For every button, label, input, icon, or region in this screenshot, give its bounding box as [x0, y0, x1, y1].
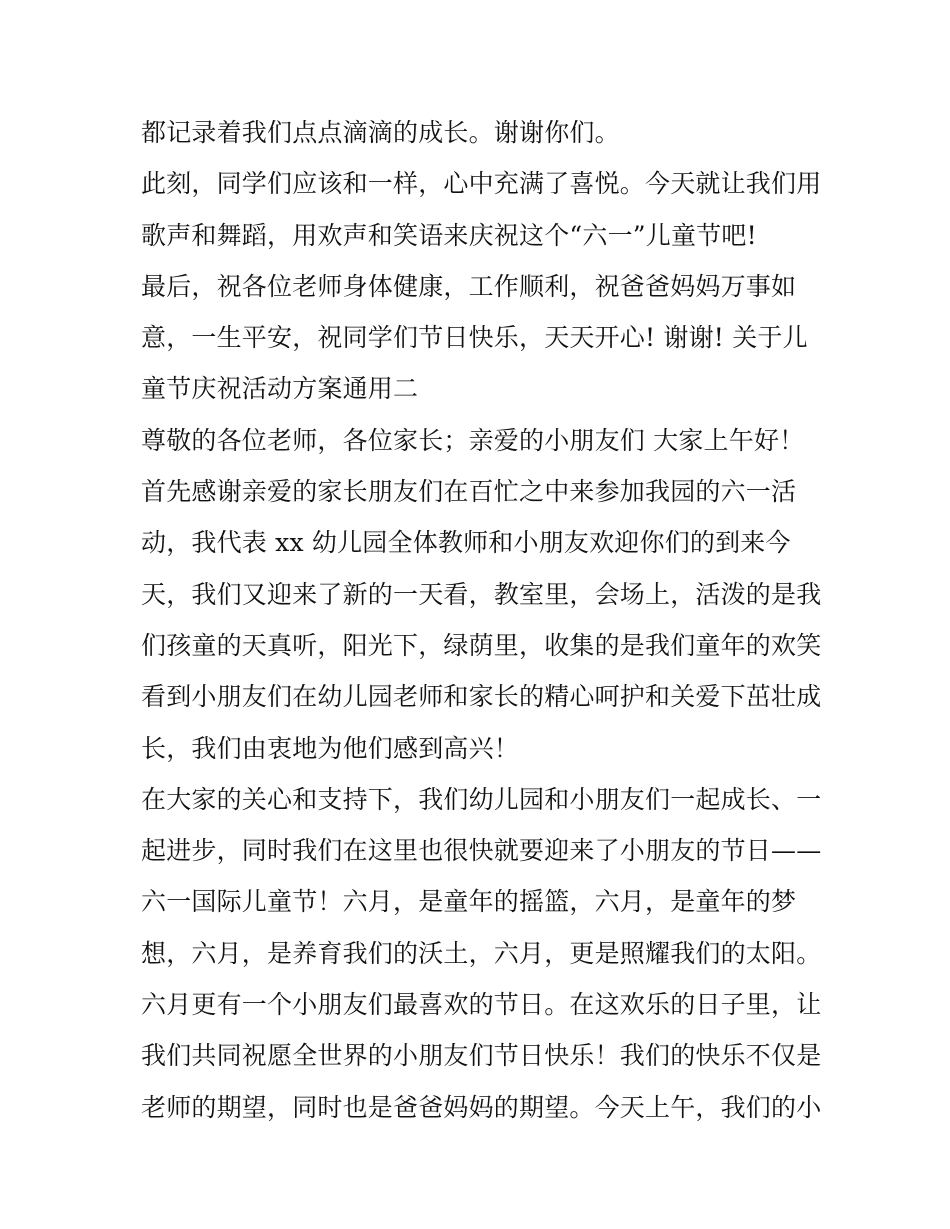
text-line: 歌声和舞蹈，用欢声和笑语来庆祝这个“六一”儿童节吧!	[141, 220, 757, 250]
text-line: 六月更有一个小朋友们最喜欢的节日。在这欢乐的日子里，让	[141, 990, 822, 1020]
text-line: 童节庆祝活动方案通用二	[141, 374, 419, 404]
text-line: 老师的期望，同时也是爸爸妈妈的期望。今天上午，我们的小	[141, 1092, 822, 1122]
text-line: 六一国际儿童节！六月，是童年的摇篮，六月，是童年的梦	[141, 887, 797, 917]
text-line: 们孩童的天真听，阳光下，绿荫里，收集的是我们童年的欢笑	[141, 630, 822, 660]
text-line: 动，我代表 xx 幼儿园全体教师和小朋友欢迎你们的到来今	[141, 528, 791, 558]
text-line: 首先感谢亲爱的家长朋友们在百忙之中来参加我园的六一活	[141, 477, 797, 507]
document-body	[141, 107, 821, 1133]
text-line: 想，六月，是养育我们的沃土，六月，更是照耀我们的太阳。	[141, 938, 822, 968]
text-line: 起进步，同时我们在这里也很快就要迎来了小朋友的节日——	[141, 836, 822, 866]
text-line: 天，我们又迎来了新的一天看，教室里，会场上，活泼的是我	[141, 579, 822, 609]
text-line: 尊敬的各位老师，各位家长；亲爱的小朋友们 大家上午好！	[141, 425, 805, 455]
text-line: 在大家的关心和支持下，我们幼儿园和小朋友们一起成长、一	[141, 784, 822, 814]
text-line: 都记录着我们点点滴滴的成长。谢谢你们。	[141, 118, 620, 147]
text-line: 此刻，同学们应该和一样，心中充满了喜悦。今天就让我们用	[141, 169, 822, 199]
text-line: 看到小朋友们在幼儿园老师和家长的精心呵护和关爱下茁壮成	[141, 682, 822, 712]
text-line: 最后，祝各位老师身体健康，工作顺利，祝爸爸妈妈万事如	[141, 271, 797, 301]
text-line: 长，我们由衷地为他们感到高兴！	[141, 733, 520, 763]
text-line: 意，一生平安，祝同学们节日快乐，天天开心! 谢谢! 关于儿	[141, 323, 808, 353]
text-line: 我们共同祝愿全世界的小朋友们节日快乐！我们的快乐不仅是	[141, 1041, 822, 1071]
